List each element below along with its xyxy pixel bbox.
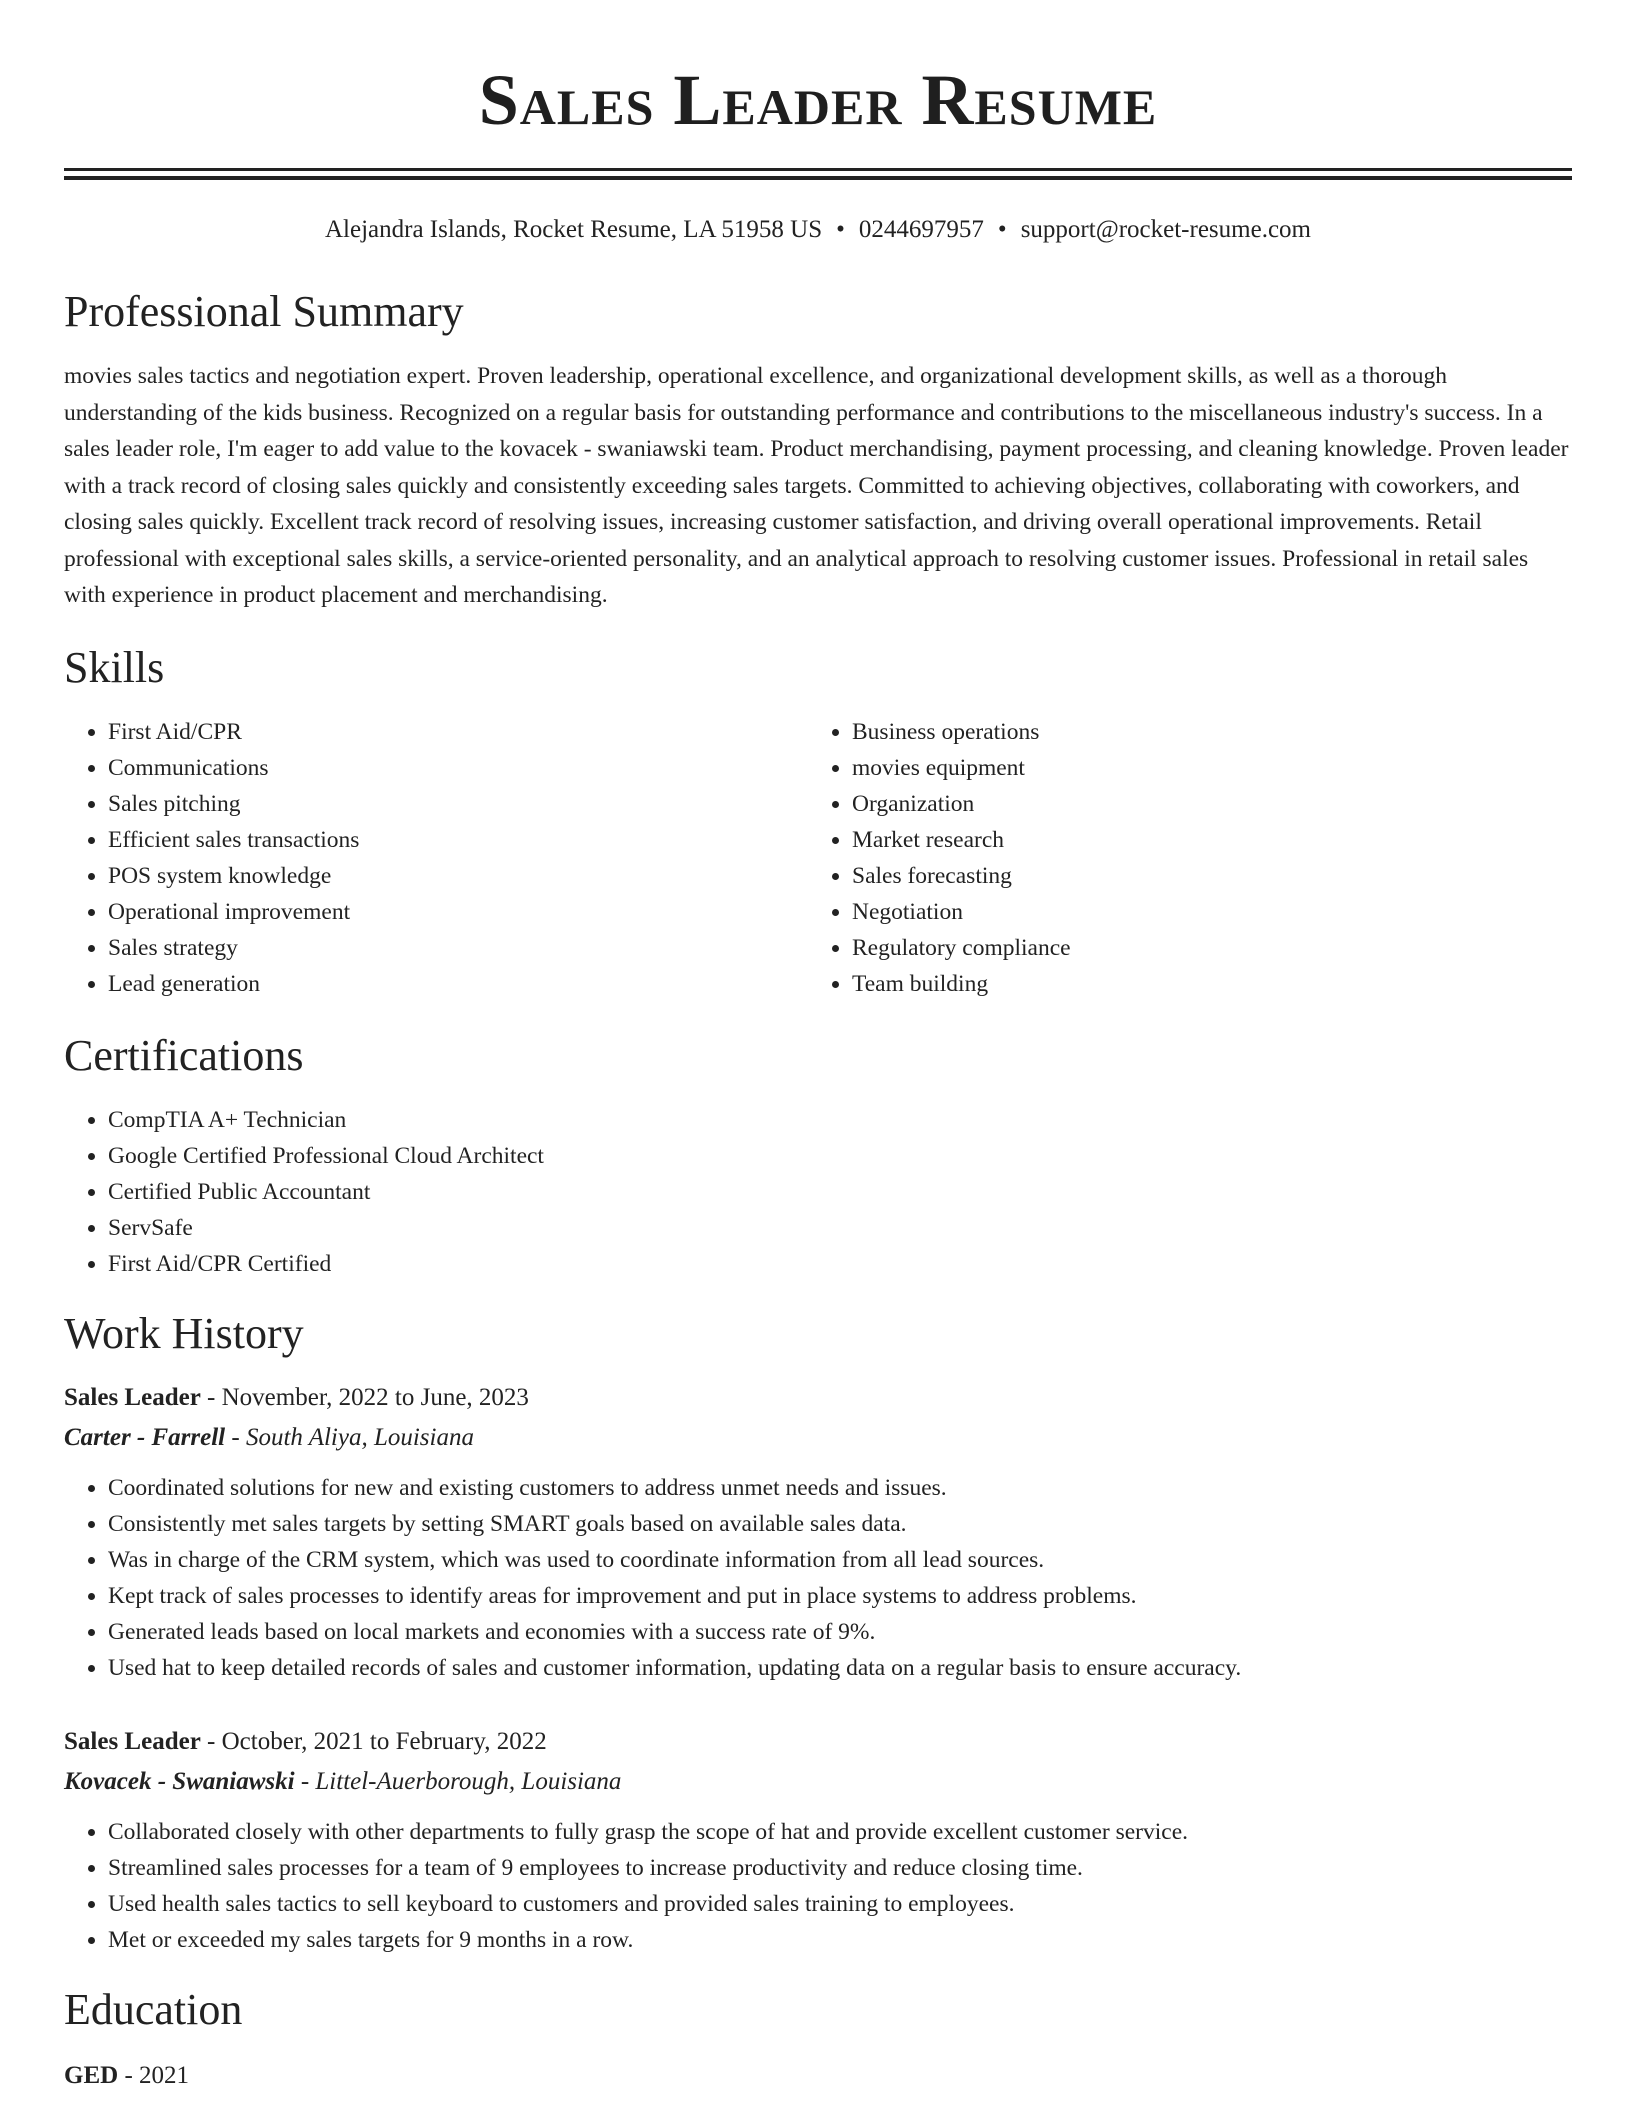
job-entry xyxy=(64,1378,1572,1686)
title-divider xyxy=(64,168,1572,180)
job-bullet: • Met or exceeded my sales targets for 9 months in a row. xyxy=(108,1922,1572,1958)
contact-line xyxy=(64,214,1572,246)
job-bullet: • Coordinated solutions for new and existing customers to address unmet needs and issues. xyxy=(108,1470,1572,1506)
education-degree: GED xyxy=(64,2061,119,2089)
skill-item: • Sales forecasting xyxy=(852,858,1552,894)
job-bullet: • Used health sales tactics to sell keyboard to customers and provided sales training to employees. xyxy=(108,1886,1572,1922)
job-bullet: • Kept track of sales processes to identify areas for improvement and put in place systems to address problems. xyxy=(108,1578,1572,1614)
skills-right-list xyxy=(808,714,1552,1002)
job-title-line xyxy=(64,1378,1572,1418)
skills-right-column xyxy=(808,714,1552,1002)
education-heading: Education xyxy=(64,1984,243,2034)
skill-item: • Business operations xyxy=(852,714,1552,750)
skill-item: • First Aid/CPR xyxy=(108,714,808,750)
certification-item: • Google Certified Professional Cloud Architect xyxy=(108,1138,1572,1174)
contact-separator: • xyxy=(997,216,1007,243)
job-company-line xyxy=(64,1418,1572,1458)
job-company: Kovacek - Swaniawski xyxy=(64,1767,295,1795)
skill-item: • POS system knowledge xyxy=(108,858,808,894)
resume-page xyxy=(64,0,1572,2096)
job-bullet: • Consistently met sales targets by setting SMART goals based on available sales data. xyxy=(108,1506,1572,1542)
job-bullet: • Collaborated closely with other departments to fully grasp the scope of hat and provide excellent customer service. xyxy=(108,1814,1572,1850)
contact-phone: 0244697957 xyxy=(858,216,984,243)
skills-left-column xyxy=(64,714,808,1002)
certification-item: • Certified Public Accountant xyxy=(108,1174,1572,1210)
job-bullets xyxy=(64,1814,1572,1958)
work-history-heading: Work History xyxy=(64,1308,304,1358)
job-location: - Littel-Auerborough, Louisiana xyxy=(294,1767,622,1795)
summary-text: movies sales tactics and negotiation expert. Proven leadership, operational excellence, and organizational development skills, as well as a thorough understanding of the kids business. Recognized on a regular basis for outstanding performance and contributions to the miscellaneous industry's success. In a sales leader role, I'm eager to add value to the kovacek - swaniawski team. Product merchandising, payment processing, and cleaning knowledge. Proven leader with a track record of closing sales quickly and consistently exceeding sales targets. Committed to achieving objectives, collaborating with coworkers, and closing sales quickly. Excellent track record of resolving issues, increasing customer satisfaction, and driving overall operational improvements. Retail professional with exceptional sales skills, a service-oriented personality, and an analytical approach to resolving customer issues. Professional in retail sales with experience in product placement and merchandising. xyxy=(64,363,1569,608)
education-entry xyxy=(64,2056,1572,2096)
certification-item: • CompTIA A+ Technician xyxy=(108,1102,1572,1138)
certifications-list xyxy=(64,1102,1572,1282)
job-bullets xyxy=(64,1470,1572,1686)
skills-heading: Skills xyxy=(64,642,165,692)
skill-item: • Team building xyxy=(852,966,1552,1002)
education-year: - 2021 xyxy=(118,2061,190,2089)
job-dates: - November, 2022 to June, 2023 xyxy=(200,1383,529,1411)
page-title: Sales Leader Resume xyxy=(478,60,1158,140)
certifications-heading: Certifications xyxy=(64,1030,304,1080)
summary-heading: Professional Summary xyxy=(64,287,464,336)
job-bullet: • Streamlined sales processes for a team of 9 employees to increase productivity and reduce closing time. xyxy=(108,1850,1572,1886)
job-bullet: • Generated leads based on local markets and economies with a success rate of 9%. xyxy=(108,1614,1572,1650)
job-role: Sales Leader xyxy=(64,1727,201,1755)
job-entry xyxy=(64,1722,1572,1958)
skill-item: • Regulatory compliance xyxy=(852,930,1552,966)
skills-columns xyxy=(64,714,1572,1002)
job-company-line xyxy=(64,1762,1572,1802)
skill-item: • Operational improvement xyxy=(108,894,808,930)
skill-item: • Sales strategy xyxy=(108,930,808,966)
skill-item: • Negotiation xyxy=(852,894,1552,930)
job-location: - South Aliya, Louisiana xyxy=(225,1423,474,1451)
job-role: Sales Leader xyxy=(64,1383,201,1411)
skill-item: • Organization xyxy=(852,786,1552,822)
job-company: Carter - Farrell xyxy=(64,1423,226,1451)
skill-item: • Communications xyxy=(108,750,808,786)
certification-item: • First Aid/CPR Certified xyxy=(108,1246,1572,1282)
job-title-line xyxy=(64,1722,1572,1762)
skill-item: • Sales pitching xyxy=(108,786,808,822)
skill-item: • movies equipment xyxy=(852,750,1552,786)
certification-item: • ServSafe xyxy=(108,1210,1572,1246)
contact-email: support@rocket-resume.com xyxy=(1020,216,1311,243)
contact-address: Alejandra Islands, Rocket Resume, LA 51958 US xyxy=(325,216,823,243)
skills-left-list xyxy=(64,714,808,1002)
job-bullet: • Used hat to keep detailed records of sales and customer information, updating data on a regular basis to ensure accuracy. xyxy=(108,1650,1572,1686)
job-dates: - October, 2021 to February, 2022 xyxy=(200,1727,547,1755)
contact-separator: • xyxy=(836,216,845,243)
skill-item: • Market research xyxy=(852,822,1552,858)
job-bullet: • Was in charge of the CRM system, which was used to coordinate information from all lead sources. xyxy=(108,1542,1572,1578)
skill-item: • Lead generation xyxy=(108,966,808,1002)
skill-item: • Efficient sales transactions xyxy=(108,822,808,858)
